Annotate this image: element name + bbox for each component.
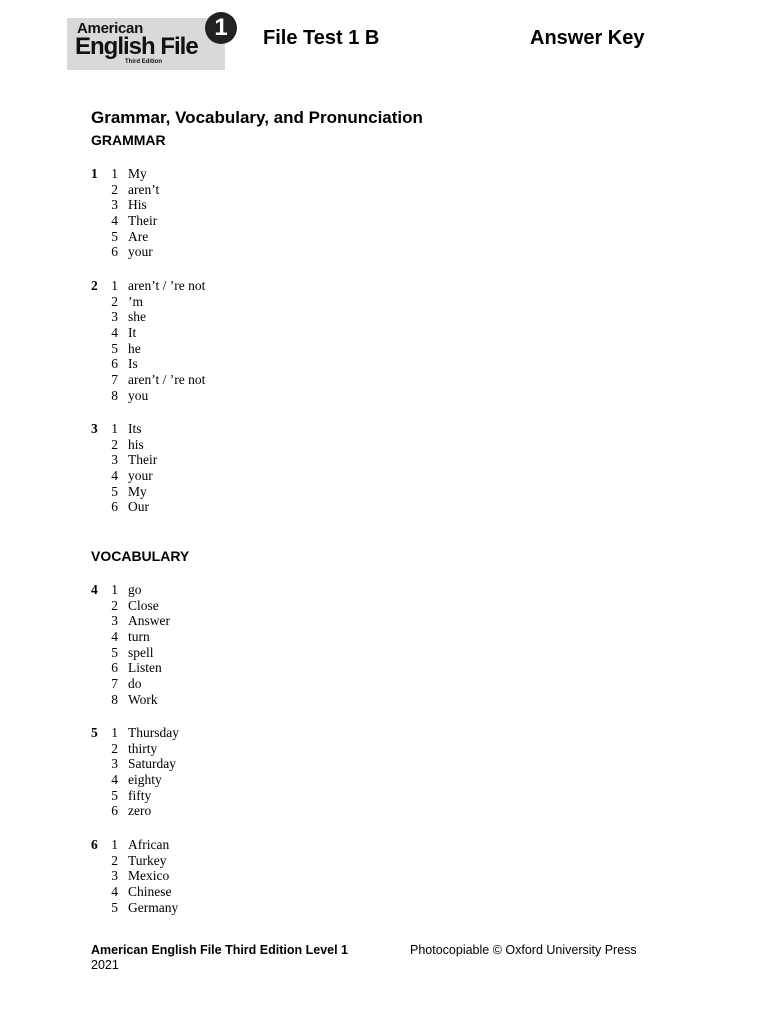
- item-number: 1: [111, 837, 118, 852]
- answer-row: [91, 598, 391, 614]
- item-number: 5: [111, 787, 118, 803]
- answer-text: Is: [128, 356, 138, 372]
- exercise-1: [91, 166, 391, 260]
- answer-row: [91, 629, 391, 645]
- item-number: 1: [111, 166, 118, 181]
- answer-row: [91, 853, 391, 869]
- answer-text: your: [128, 468, 153, 484]
- answer-row: [91, 803, 391, 819]
- item-number: 1: [111, 421, 118, 436]
- answer-row: [91, 613, 391, 629]
- item-number: 7: [111, 372, 118, 388]
- logo: [67, 18, 225, 70]
- item-number: 4: [111, 884, 118, 900]
- answer-row: [91, 421, 391, 437]
- item-number: 5: [111, 228, 118, 244]
- answer-text: Turkey: [128, 852, 167, 868]
- exercise-number: 1: [91, 166, 98, 181]
- exercise-4: [91, 582, 391, 708]
- answer-row: [91, 294, 391, 310]
- test-title: File Test 1 B: [263, 27, 380, 49]
- exercise-5: [91, 725, 391, 819]
- answer-text: his: [128, 436, 144, 452]
- answer-text: eighty: [128, 772, 162, 788]
- logo-edition: Third Edition: [125, 59, 162, 65]
- item-number: 3: [111, 868, 118, 884]
- answer-row: [91, 788, 391, 804]
- exercise-6: [91, 837, 391, 915]
- footer-left: [91, 943, 348, 973]
- answer-text: Thursday: [128, 725, 179, 740]
- answer-text: aren’t / ’re not: [128, 278, 206, 293]
- item-number: 2: [111, 852, 118, 868]
- footer-year: 2021: [91, 958, 119, 972]
- item-number: 6: [111, 244, 118, 260]
- footer-copyright: Photocopiable © Oxford University Press: [410, 943, 637, 957]
- answer-row: [91, 356, 391, 372]
- level-badge: 1: [205, 12, 237, 44]
- answer-row: [91, 278, 391, 294]
- answer-text: My: [128, 483, 147, 499]
- answer-row: [91, 452, 391, 468]
- answer-text: do: [128, 676, 142, 692]
- item-number: 3: [111, 309, 118, 325]
- answer-row: [91, 437, 391, 453]
- answer-text: Listen: [128, 660, 162, 676]
- item-number: 1: [111, 278, 118, 293]
- item-number: 5: [111, 899, 118, 915]
- answer-row: [91, 582, 391, 598]
- item-number: 3: [111, 452, 118, 468]
- answer-row: [91, 229, 391, 245]
- footer-series: American English File Third Edition Level 1: [91, 943, 348, 957]
- answer-row: [91, 645, 391, 661]
- item-number: 5: [111, 644, 118, 660]
- item-number: 8: [111, 387, 118, 403]
- answer-row: [91, 213, 391, 229]
- item-number: 6: [111, 356, 118, 372]
- answer-text: aren’t / ’re not: [128, 372, 206, 388]
- answer-row: [91, 756, 391, 772]
- answer-key-label: Answer Key: [530, 27, 645, 49]
- item-number: 7: [111, 676, 118, 692]
- logo-line-american: American: [77, 20, 143, 37]
- answer-text: Their: [128, 213, 158, 229]
- answer-text: Answer: [128, 613, 170, 629]
- answer-text: aren’t: [128, 181, 160, 197]
- answer-row: [91, 182, 391, 198]
- item-number: 8: [111, 691, 118, 707]
- answer-text: thirty: [128, 740, 158, 756]
- answer-row: [91, 676, 391, 692]
- item-number: 2: [111, 740, 118, 756]
- item-number: 4: [111, 468, 118, 484]
- answer-text: Are: [128, 228, 149, 244]
- answer-row: [91, 309, 391, 325]
- item-number: 4: [111, 772, 118, 788]
- answer-text: Germany: [128, 899, 179, 915]
- item-number: 4: [111, 213, 118, 229]
- answer-text: His: [128, 197, 147, 213]
- answer-text: go: [128, 582, 142, 597]
- item-number: 2: [111, 436, 118, 452]
- exercise-number: 2: [91, 278, 98, 293]
- answer-row: [91, 725, 391, 741]
- item-number: 1: [111, 725, 118, 740]
- item-number: 6: [111, 499, 118, 515]
- answer-text: zero: [128, 803, 152, 819]
- answer-row: [91, 884, 391, 900]
- answer-row: [91, 900, 391, 916]
- answer-row: [91, 499, 391, 515]
- answer-text: Its: [128, 421, 142, 436]
- answer-text: spell: [128, 644, 154, 660]
- item-number: 1: [111, 582, 118, 597]
- item-number: 6: [111, 660, 118, 676]
- item-number: 2: [111, 597, 118, 613]
- answer-row: [91, 244, 391, 260]
- answer-text: your: [128, 244, 153, 260]
- answer-text: It: [128, 325, 137, 341]
- answer-text: Our: [128, 499, 149, 515]
- answer-text: ’m: [128, 293, 143, 309]
- answer-row: [91, 692, 391, 708]
- answer-row: [91, 772, 391, 788]
- answer-row: [91, 741, 391, 757]
- item-number: 5: [111, 340, 118, 356]
- exercise-number: 3: [91, 421, 98, 436]
- section-heading-grammar: GRAMMAR: [91, 132, 166, 148]
- answer-text: Mexico: [128, 868, 170, 884]
- answer-text: turn: [128, 629, 150, 645]
- answer-row: [91, 325, 391, 341]
- answer-text: Chinese: [128, 884, 172, 900]
- answer-text: fifty: [128, 787, 152, 803]
- answer-row: [91, 388, 391, 404]
- answer-text: Work: [128, 691, 158, 707]
- answer-text: African: [128, 837, 170, 852]
- exercise-3: [91, 421, 391, 515]
- item-number: 3: [111, 197, 118, 213]
- logo-line-english-file: English File: [75, 33, 198, 60]
- answer-row: [91, 660, 391, 676]
- exercise-number: 5: [91, 725, 98, 740]
- answer-row: [91, 468, 391, 484]
- answer-text: Their: [128, 452, 158, 468]
- item-number: 2: [111, 181, 118, 197]
- answer-row: [91, 484, 391, 500]
- answer-row: [91, 341, 391, 357]
- answer-text: he: [128, 340, 141, 356]
- item-number: 3: [111, 613, 118, 629]
- answer-row: [91, 166, 391, 182]
- exercise-2: [91, 278, 391, 404]
- answer-row: [91, 372, 391, 388]
- answer-text: she: [128, 309, 146, 325]
- item-number: 4: [111, 325, 118, 341]
- answer-text: Saturday: [128, 756, 176, 772]
- item-number: 3: [111, 756, 118, 772]
- answer-text: you: [128, 387, 149, 403]
- exercise-number: 4: [91, 582, 98, 597]
- answer-text: My: [128, 166, 147, 181]
- item-number: 2: [111, 293, 118, 309]
- main-heading: Grammar, Vocabulary, and Pronunciation: [91, 108, 423, 127]
- item-number: 4: [111, 629, 118, 645]
- answer-row: [91, 868, 391, 884]
- item-number: 6: [111, 803, 118, 819]
- answer-row: [91, 197, 391, 213]
- section-heading-vocabulary: VOCABULARY: [91, 548, 190, 564]
- answer-row: [91, 837, 391, 853]
- answer-text: Close: [128, 597, 159, 613]
- item-number: 5: [111, 483, 118, 499]
- exercise-number: 6: [91, 837, 98, 852]
